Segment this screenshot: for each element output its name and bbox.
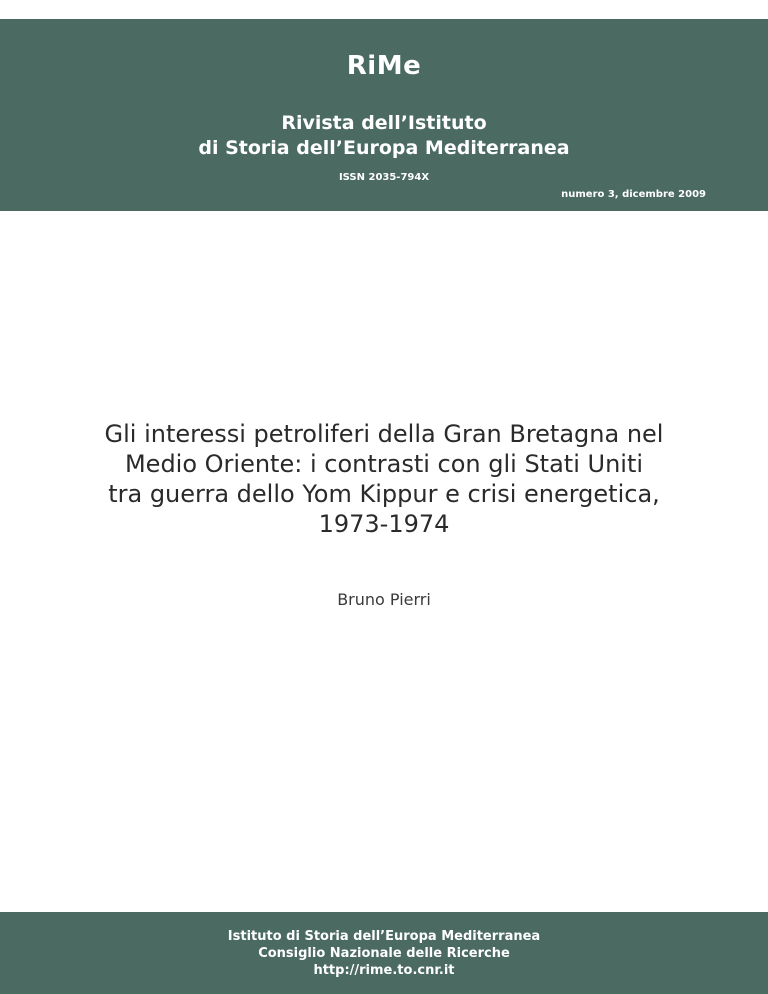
article-title-line-1: Gli interessi petroliferi della Gran Bretagna nel [104, 420, 664, 448]
issue-info: numero 3, dicembre 2009 [561, 189, 706, 200]
footer-band [0, 912, 768, 994]
footer-council: Consiglio Nazionale delle Ricerche [258, 946, 510, 961]
article-title-line-3: tra guerra dello Yom Kippur e crisi energetica, [108, 480, 660, 508]
article-author: Bruno Pierri [337, 590, 431, 609]
journal-name: RiMe [346, 51, 422, 81]
issn-number: ISSN 2035-794X [338, 172, 430, 183]
journal-subtitle-line-2: di Storia dell’Europa Mediterranea [198, 137, 570, 159]
article-title-line-2: Medio Oriente: i contrasti con gli Stati Uniti [124, 450, 644, 478]
article-title-line-4: 1973-1974 [318, 510, 450, 538]
header-band [0, 19, 768, 211]
footer-url[interactable]: http://rime.to.cnr.it [313, 963, 455, 978]
footer-institute: Istituto di Storia dell’Europa Mediterranea [227, 929, 541, 944]
journal-subtitle-line-1: Rivista dell’Istituto [281, 112, 487, 134]
article-title [0, 419, 768, 539]
